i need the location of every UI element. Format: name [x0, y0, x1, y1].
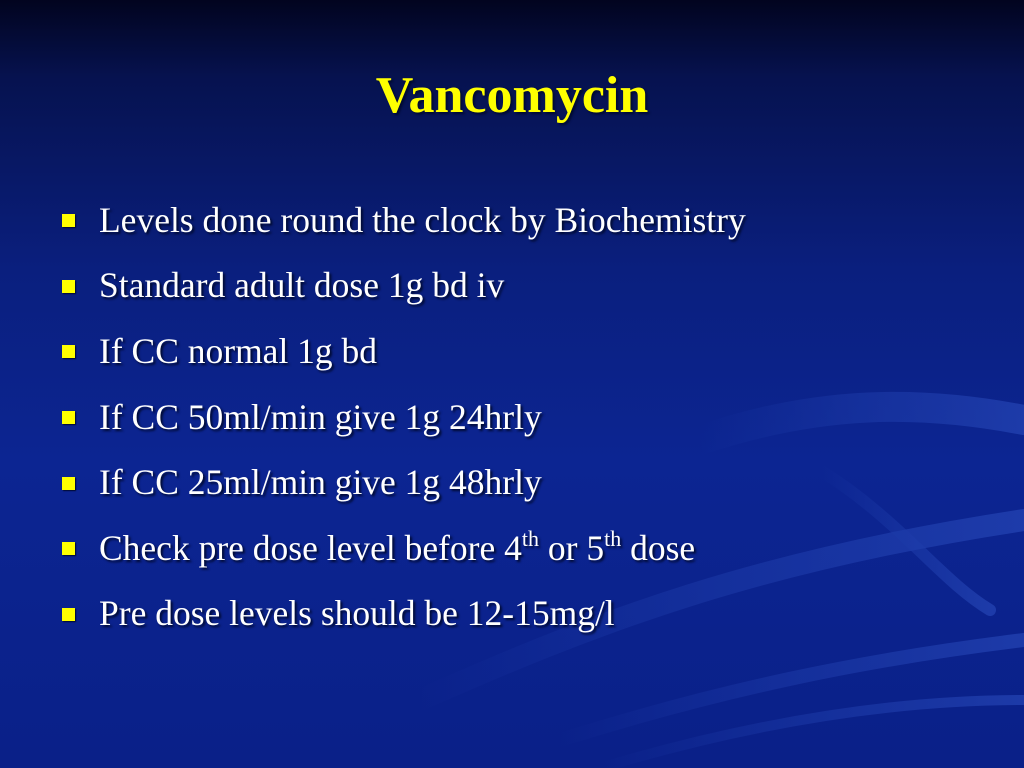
bullet-list	[62, 187, 746, 646]
bullet-item	[62, 187, 746, 253]
bullet-item	[62, 515, 746, 581]
square-bullet-icon	[62, 411, 75, 424]
bullet-text	[99, 526, 695, 570]
square-bullet-icon	[62, 477, 75, 490]
slide-title: Vancomycin	[375, 67, 649, 124]
bullet-text-part: Check pre dose level before 4	[99, 527, 522, 568]
bullet-text: If CC 50ml/min give 1g 24hrly	[99, 396, 542, 437]
square-bullet-icon	[62, 345, 75, 358]
square-bullet-icon	[62, 608, 75, 621]
bullet-item	[62, 384, 746, 450]
bullet-text: Levels done round the clock by Biochemistry	[99, 199, 746, 240]
square-bullet-icon	[62, 542, 75, 555]
bullet-text: Pre dose levels should be 12-15mg/l	[99, 593, 615, 634]
bullet-text: If CC normal 1g bd	[99, 330, 378, 371]
ordinal-suffix: th	[604, 525, 622, 551]
square-bullet-icon	[62, 214, 75, 227]
square-bullet-icon	[62, 280, 75, 293]
bullet-text: Standard adult dose 1g bd iv	[99, 265, 505, 306]
bullet-text-part: dose	[621, 527, 696, 568]
bullet-text-part: or 5	[539, 527, 605, 568]
ordinal-suffix: th	[521, 525, 539, 551]
bullet-item	[62, 253, 746, 319]
bullet-item	[62, 318, 746, 384]
bullet-item	[62, 581, 746, 647]
bullet-text: If CC 25ml/min give 1g 48hrly	[99, 462, 542, 503]
bullet-item	[62, 449, 746, 515]
